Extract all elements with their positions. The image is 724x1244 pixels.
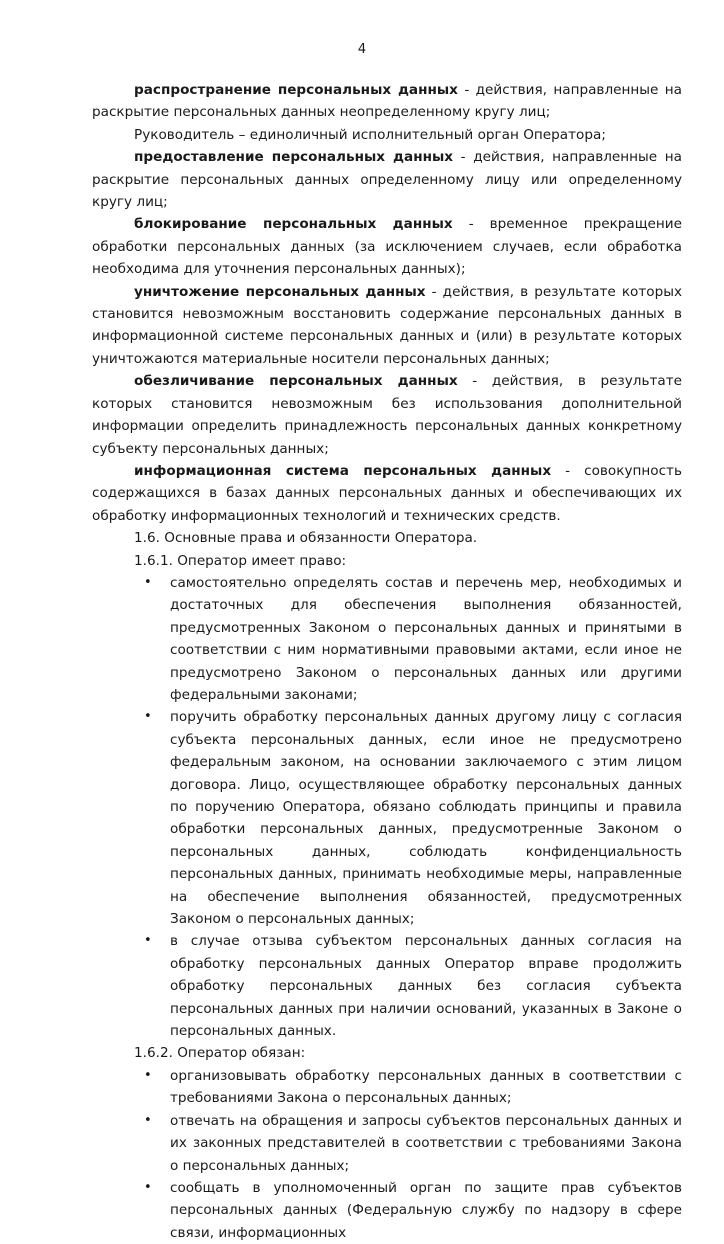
definition-text: - действия, в результате которых становится невозможным восстановить содержание персональных данных в информационной системе персональных данных и (или) в результате которых уничтожаются материальные носители персональных данных; — [92, 283, 683, 367]
definition-paragraph — [92, 124, 682, 146]
definition-term: блокирование персональных данных — [134, 216, 453, 233]
definition-paragraph — [92, 79, 682, 124]
definition-paragraph — [92, 460, 682, 527]
definition-term: предоставление персональных данных — [134, 149, 454, 166]
definition-text: - действия, в результате которых становится невозможным без использования дополнительной информации определить принадлежность персональных данных конкретному субъекту персональных данных; — [92, 373, 682, 457]
definition-paragraph — [92, 146, 682, 213]
definition-term: информационная система персональных данных — [134, 462, 552, 479]
definition-term: обезличивание персональных данных — [134, 373, 458, 390]
list-item: • отвечать на обращения и запросы субъектов персональных данных и их законных представителей в соответствии с требованиями Закона о персональных данных; — [92, 1110, 682, 1177]
definition-paragraph — [92, 281, 682, 371]
definition-term: Руководитель — [134, 126, 235, 143]
list-item: • сообщать в уполномоченный орган по защите прав субъектов персональных данных (Федеральную службу по надзору в сфере связи, информационных — [92, 1177, 682, 1244]
subsection-heading: 1.6.1. Оператор имеет право: — [134, 552, 347, 569]
rights-list — [92, 572, 682, 1043]
definition-text: – единоличный исполнительный орган Оператора; — [234, 126, 606, 143]
definition-term: распространение персональных данных — [134, 82, 458, 98]
definition-text: - временное прекращение обработки персональных данных (за исключением случаев, если обработка необходима для уточнения персональных данных); — [92, 216, 683, 278]
section-heading: 1.6. Основные права и обязанности Оператора. — [134, 530, 478, 547]
list-item: • самостоятельно определять состав и перечень мер, необходимых и достаточных для обеспечения выполнения обязанностей, предусмотренных Законом о персональных данных и принятыми в соответствии с ним нормативными правовыми актами, если иное не предусмотрено Законом о персональных данных или другими федеральными законами; — [92, 572, 682, 706]
list-item: • в случае отзыва субъектом персональных данных согласия на обработку персональных данных Оператор вправе продолжить обработку персональных данных без согласия субъекта персональных данных при наличии оснований, указанных в Законе о персональных данных. — [92, 930, 682, 1042]
definition-paragraph — [92, 370, 682, 460]
definition-paragraph — [92, 213, 682, 280]
definition-text: - действия, направленные на раскрытие персональных данных определенному лицу или определенному кругу лиц; — [92, 149, 682, 211]
definition-text: - действия, направленные на раскрытие персональных данных неопределенному кругу лиц; — [92, 82, 682, 121]
list-item: • поручить обработку персональных данных другому лицу с согласия субъекта персональных данных, если иное не предусмотрено федеральным законом, на основании заключаемого с этим лицом договора. Лицо, осуществляющее обработку персональных данных по поручению Оператора, обязано соблюдать принципы и правила обработки персональных данных, предусмотренные Законом о персональных данных, соблюдать конфиденциальность персональных данных, принимать необходимые меры, направленные на обеспечение выполнения обязанностей, предусмотренных Законом о персональных данных; — [92, 706, 682, 930]
definition-term: уничтожение персональных данных — [134, 283, 426, 300]
document-body — [92, 79, 682, 1244]
definition-text: - совокупность содержащихся в базах данных персональных данных и обеспечивающих их обработку информационных технологий и технических средств. — [92, 462, 682, 524]
page-number: 4 — [357, 42, 367, 57]
list-item: • организовывать обработку персональных данных в соответствии с требованиями Закона о персональных данных; — [92, 1065, 682, 1110]
subsection-heading: 1.6.2. Оператор обязан: — [134, 1045, 306, 1062]
obligations-list — [92, 1065, 682, 1244]
